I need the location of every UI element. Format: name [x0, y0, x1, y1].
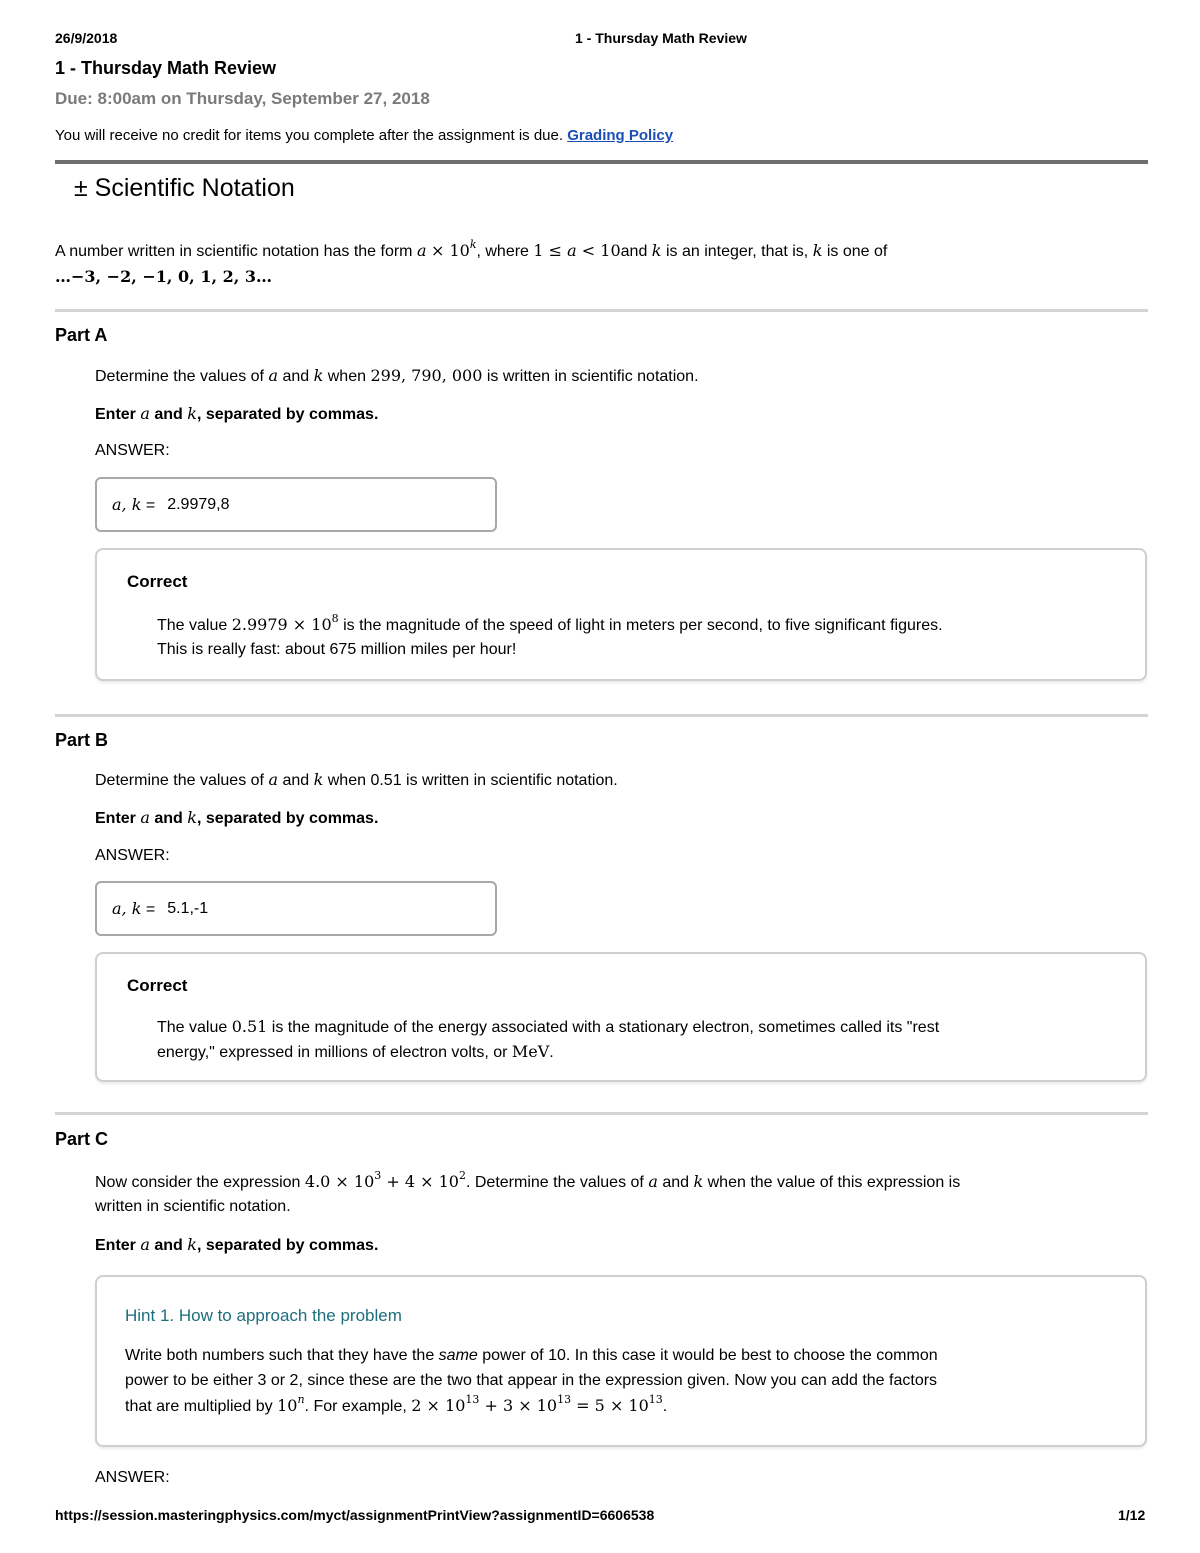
- print-header-title: 1 - Thursday Math Review: [575, 30, 747, 46]
- feedback-text: is the magnitude of the energy associated with a stationary electron, sometimes called its "rest: [271, 1019, 940, 1036]
- example-exponent: 13: [648, 1393, 663, 1406]
- question-text: is written in scientific notation.: [486, 368, 699, 385]
- print-date: 26/9/2018: [55, 30, 118, 46]
- part-c-instruction: Enter a and k, separated by commas.: [95, 1235, 379, 1254]
- question-text: Now consider the expression: [95, 1174, 301, 1191]
- intro-text: A number written in scientific notation has the form: [55, 243, 417, 260]
- page-number: 1/12: [1118, 1507, 1146, 1523]
- feedback-exponent: 8: [331, 612, 339, 625]
- correct-label: Correct: [127, 976, 188, 995]
- instruction-text: and: [154, 406, 183, 423]
- hint-text-part: . For example,: [304, 1398, 407, 1415]
- part-b-answer-field[interactable]: [95, 881, 497, 936]
- instruction-text: Enter: [95, 810, 136, 827]
- expression-part: + 4 × 10: [381, 1172, 459, 1191]
- hint-exponent: n: [297, 1393, 305, 1406]
- expression-exponent: 2: [458, 1169, 466, 1182]
- assignment-title: 1 - Thursday Math Review: [55, 58, 277, 78]
- question-text: is written in scientific notation.: [406, 772, 618, 789]
- feedback-text: This is really fast: about 675 million miles per hour!: [157, 641, 517, 658]
- intro-text: is an integer, that is,: [661, 243, 813, 260]
- expression-part: 4.0 × 10: [304, 1172, 375, 1191]
- example-term: = 5 × 10: [571, 1396, 649, 1415]
- question-text: and: [282, 772, 310, 789]
- instruction-text: Enter: [95, 406, 136, 423]
- question-text: when the value of this expression is: [707, 1174, 961, 1191]
- question-text: when: [327, 772, 366, 789]
- part-a-feedback: [95, 548, 1147, 681]
- intro-text: and: [620, 243, 652, 260]
- part-b-label: Part B: [55, 730, 109, 750]
- section-title: ± Scientific Notation: [74, 174, 295, 202]
- part-b-answer-value: 5.1,-1: [167, 899, 209, 917]
- feedback-text: The value: [157, 1019, 228, 1036]
- grading-policy-link[interactable]: Grading Policy: [567, 127, 674, 144]
- hint-title[interactable]: Hint 1. How to approach the problem: [125, 1306, 402, 1325]
- feedback-text: energy," expressed in millions of electron volts, or: [157, 1044, 508, 1061]
- correct-label: Correct: [127, 572, 188, 591]
- divider: [55, 309, 1148, 312]
- part-b-feedback: [95, 952, 1147, 1082]
- part-a-answer-field[interactable]: [95, 477, 497, 532]
- feedback-value: 0.51: [231, 1017, 268, 1036]
- intro-text: is one of: [822, 243, 888, 260]
- feedback-text: is the magnitude of the speed of light in meters per second, to five significant figures.: [343, 617, 943, 634]
- header-divider: [55, 160, 1148, 164]
- hint-text-part: power of 10. In this case it would be best to choose the common: [482, 1347, 938, 1364]
- footer-url: https://session.masteringphysics.com/myct/assignmentPrintView?assignmentID=6606538: [55, 1507, 655, 1523]
- hint-text-part: power to be either 3 or 2, since these are the two that appear in the expression given. Now you can add the factors: [125, 1372, 938, 1389]
- part-c-answer-heading: ANSWER:: [95, 1469, 170, 1486]
- part-a-feedback-text: [157, 613, 1117, 662]
- hint-text-part: Write both numbers such that they have the: [125, 1347, 435, 1364]
- question-text: when: [327, 368, 366, 385]
- divider: [55, 714, 1148, 717]
- instruction-text: Enter: [95, 1237, 136, 1254]
- hint-emphasis: same: [438, 1347, 478, 1364]
- answer-variables: a, k: [112, 494, 142, 514]
- question-text: and: [662, 1174, 690, 1191]
- part-c-label: Part C: [55, 1129, 109, 1149]
- question-text: written in scientific notation.: [95, 1198, 291, 1215]
- hint-text-part: that are multiplied by: [125, 1398, 273, 1415]
- answer-equals: =: [145, 496, 156, 514]
- instruction-text: , separated by commas.: [196, 810, 379, 827]
- part-b-answer-heading: ANSWER:: [95, 847, 170, 864]
- answer-equals: =: [145, 900, 156, 918]
- intro-paragraph: A number written in scientific notation has the form $a \times 10^k$, where 1 ≤ a < 10and k is an integer, that is, k is one of …−3, −2, −1, 0, 1, 2, 3…: [55, 238, 888, 286]
- answer-prefix: [112, 899, 155, 919]
- example-exponent: 13: [557, 1393, 572, 1406]
- hint-text: Write both numbers such that they have the same power of 10. In this case it would be best to choose the common power to be either 3 or 2, since these are the two that appear in the expression given. Now you can add the factors that are multiplied by 10$^n$. For example, $2 \times 10^{13} + 3 \times 10^{13} = 5 \times 10^{13}$.: [125, 1347, 938, 1415]
- example-term: + 3 × 10: [479, 1396, 558, 1415]
- expression-exponent: 3: [374, 1169, 382, 1182]
- due-date: Due: 8:00am on Thursday, September 27, 2018: [55, 89, 430, 108]
- instruction-text: and: [154, 1237, 183, 1254]
- question-number: 299, 790, 000: [370, 366, 483, 385]
- part-a-question: Determine the values of a and k when 299, 790, 000 is written in scientific notation.: [95, 366, 699, 385]
- question-text: Determine the values of: [95, 368, 264, 385]
- example-term: 2 × 10: [411, 1396, 466, 1415]
- part-a-answer-heading: ANSWER:: [95, 442, 170, 459]
- question-number: 0.51: [370, 772, 402, 789]
- instruction-text: , separated by commas.: [196, 1237, 379, 1254]
- part-c-hint-box: [95, 1275, 1147, 1447]
- question-text: . Determine the values of: [465, 1174, 644, 1191]
- credit-notice-text: You will receive no credit for items you complete after the assignment is due.: [55, 127, 564, 144]
- part-a-label: Part A: [55, 325, 108, 345]
- question-text: and: [282, 368, 310, 385]
- instruction-text: and: [154, 810, 183, 827]
- part-b-question: Determine the values of a and k when 0.51 is written in scientific notation.: [95, 770, 618, 789]
- divider: [55, 1112, 1148, 1115]
- part-c-question: Now consider the expression $4.0 \times 10^3 + 4 \times 10^2$. Determine the values of a and k when the value of this expression is written in scientific notation.: [95, 1169, 961, 1215]
- answer-prefix: [112, 495, 155, 515]
- question-text: Determine the values of: [95, 772, 264, 789]
- example-exponent: 13: [465, 1393, 480, 1406]
- part-b-instruction: Enter a and k, separated by commas.: [95, 808, 379, 827]
- feedback-text: The value: [157, 617, 228, 634]
- integer-sequence: …−3, −2, −1, 0, 1, 2, 3…: [55, 267, 272, 286]
- feedback-value: 2.9979 × 10: [231, 615, 332, 634]
- instruction-text: , separated by commas.: [196, 406, 379, 423]
- answer-variables: a, k: [112, 898, 142, 918]
- part-a-instruction: Enter a and k, separated by commas.: [95, 404, 379, 423]
- part-a-answer-value: 2.9979,8: [167, 495, 230, 513]
- credit-notice: [55, 127, 673, 144]
- feedback-unit: MeV: [511, 1042, 550, 1061]
- intro-text: , where: [476, 243, 534, 260]
- part-b-feedback-text: The value 0.51 is the magnitude of the energy associated with a stationary electron, sometimes called its "rest energy," expressed in millions of electron volts, or MeV.: [157, 1017, 940, 1061]
